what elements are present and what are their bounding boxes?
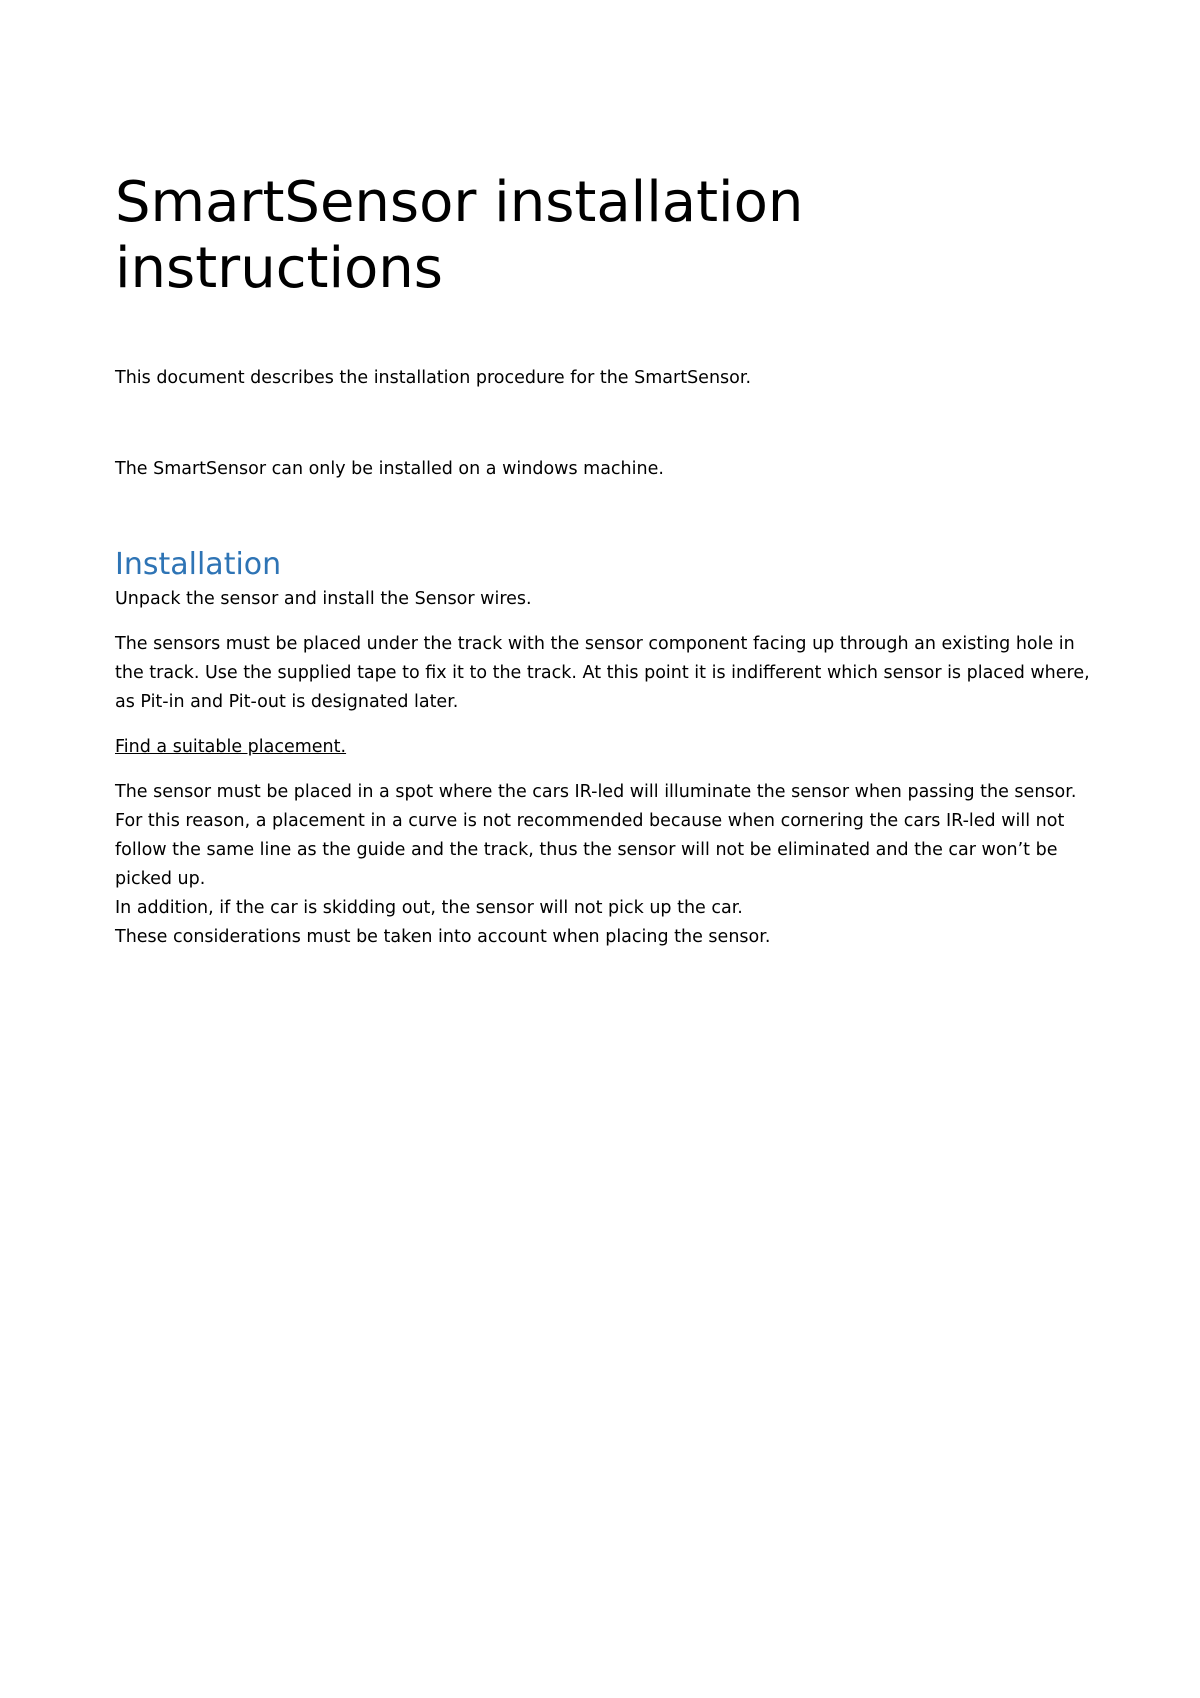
requirement-paragraph: The SmartSensor can only be installed on a windows machine.: [115, 459, 664, 479]
placement-line-2: In addition, if the car is skidding out, the sensor will not pick up the car.: [115, 898, 743, 918]
document-content: [115, 170, 1095, 952]
document-title: SmartSensor installation instructions: [115, 170, 804, 301]
placement-line-1: The sensor must be placed in a spot where the cars IR-led will illuminate the sensor when passing the sensor. For this reason, a placement in a curve is not recommended because when cornering the cars IR-led will not follow the same line as the guide and the track, thus the sensor will not be eliminated and the car won’t be picked up.: [115, 782, 1077, 889]
sensors-placement-paragraph: The sensors must be placed under the track with the sensor component facing up through an existing hole in the track. Use the supplied tape to fix it to the track. At this point it is indifferent which sensor is placed where, as Pit-in and Pit-out is designated later.: [115, 634, 1090, 712]
intro-paragraph: This document describes the installation procedure for the SmartSensor.: [115, 368, 752, 388]
find-placement-subheading: Find a suitable placement.: [115, 737, 347, 757]
unpack-paragraph: Unpack the sensor and install the Sensor wires.: [115, 589, 532, 609]
placement-line-3: These considerations must be taken into account when placing the sensor.: [115, 927, 771, 947]
placement-paragraph: [115, 778, 1095, 952]
installation-heading: Installation: [115, 547, 282, 582]
